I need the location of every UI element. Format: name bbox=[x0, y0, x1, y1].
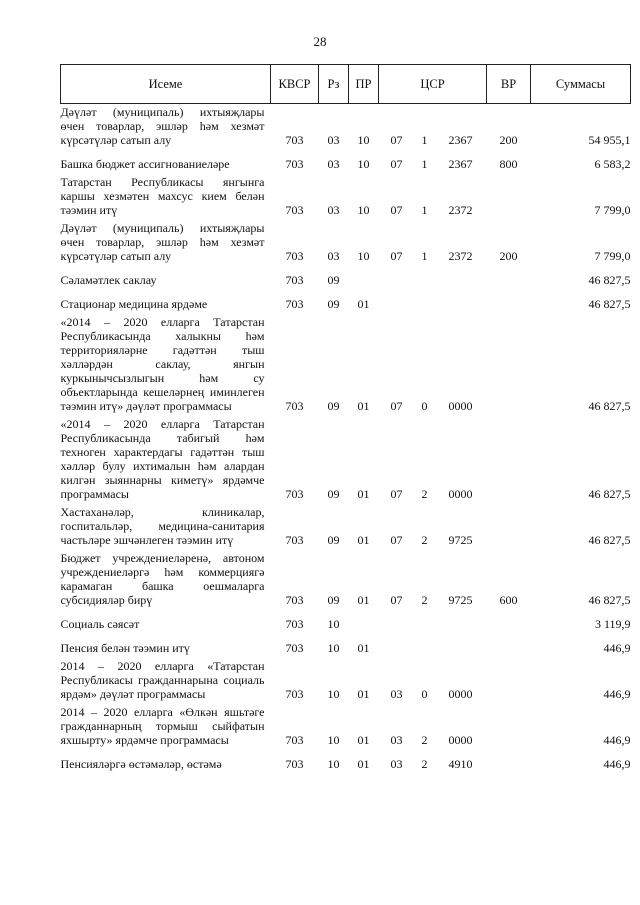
cell-c3: 4910 bbox=[448, 757, 473, 771]
cell-kvsr: 703 bbox=[285, 157, 304, 171]
cell-name: 2014 – 2020 елларга «Өлкән яшьтәге гражданнарның тормыш сыйфатын яхшырту» ярдәмче программасы bbox=[60, 705, 265, 747]
table-row bbox=[61, 290, 631, 314]
table-row bbox=[61, 634, 631, 658]
table-row bbox=[61, 704, 631, 750]
cell-pr: 01 bbox=[357, 399, 370, 413]
cell-kvsr: 703 bbox=[285, 273, 304, 287]
cell-kvsr: 703 bbox=[285, 641, 304, 655]
cell-c2: 2 bbox=[421, 533, 428, 547]
cell-c1: 07 bbox=[390, 593, 403, 607]
cell-sum: 446,9 bbox=[603, 733, 631, 747]
cell-c3: 0000 bbox=[448, 733, 473, 747]
cell-c2: 2 bbox=[421, 733, 428, 747]
cell-name: Татарстан Республикасы янгынга каршы хезмәтен махсус кием белән тәэмин итү bbox=[60, 175, 265, 217]
cell-vr bbox=[487, 314, 531, 416]
cell-c2: 1 bbox=[421, 249, 428, 263]
cell-pr: 01 bbox=[357, 533, 370, 547]
cell-pr: 10 bbox=[357, 203, 370, 217]
cell-rz: 03 bbox=[327, 249, 340, 263]
cell-c2: 0 bbox=[421, 687, 428, 701]
cell-kvsr: 703 bbox=[285, 249, 304, 263]
cell-c3: 2372 bbox=[448, 249, 473, 263]
cell-vr bbox=[487, 634, 531, 658]
table-row bbox=[61, 504, 631, 550]
table-row bbox=[61, 750, 631, 774]
cell-c1: 07 bbox=[390, 203, 403, 217]
cell-c1: 03 bbox=[390, 757, 403, 771]
cell-rz: 09 bbox=[327, 593, 340, 607]
cell-vr bbox=[487, 750, 531, 774]
cell-sum: 46 827,5 bbox=[588, 297, 631, 311]
cell-pr bbox=[349, 610, 379, 634]
budget-table bbox=[60, 64, 631, 774]
cell-rz: 09 bbox=[327, 297, 340, 311]
cell-kvsr: 703 bbox=[285, 593, 304, 607]
cell-c3 bbox=[435, 610, 487, 634]
cell-c3: 0000 bbox=[448, 399, 473, 413]
cell-sum: 7 799,0 bbox=[594, 203, 631, 217]
cell-rz: 09 bbox=[327, 533, 340, 547]
cell-c1 bbox=[379, 634, 415, 658]
cell-name: Дәүләт (муниципаль) ихтыяҗлары өчен товарлар, эшләр һәм хезмәт күрсәтүләр сатып алу bbox=[60, 105, 265, 147]
cell-pr: 01 bbox=[357, 687, 370, 701]
table-row bbox=[61, 314, 631, 416]
cell-c1: 03 bbox=[390, 687, 403, 701]
cell-rz: 10 bbox=[327, 733, 340, 747]
table-row bbox=[61, 416, 631, 504]
cell-kvsr: 703 bbox=[285, 297, 304, 311]
cell-kvsr: 703 bbox=[285, 399, 304, 413]
table-row bbox=[61, 220, 631, 266]
cell-pr: 10 bbox=[357, 249, 370, 263]
cell-name: «2014 – 2020 елларга Татарстан Республикасында халыкны һәм территорияләрне гадәттән тыш хәлләрдән саклау, янгын куркынычсызлыгын һәм су объектларында кешеләрнең иминлеген тәэмин итү» дәүләт программасы bbox=[60, 315, 265, 413]
cell-rz: 10 bbox=[327, 687, 340, 701]
cell-kvsr: 703 bbox=[285, 133, 304, 147]
cell-name: Сәламәтлек саклау bbox=[60, 273, 157, 287]
cell-c3 bbox=[435, 290, 487, 314]
cell-c2 bbox=[415, 634, 435, 658]
cell-kvsr: 703 bbox=[285, 733, 304, 747]
cell-vr: 200 bbox=[499, 133, 518, 147]
cell-c3: 0000 bbox=[448, 487, 473, 501]
cell-c2: 2 bbox=[421, 757, 428, 771]
cell-c2 bbox=[415, 610, 435, 634]
cell-c1: 07 bbox=[390, 533, 403, 547]
header-sum: Суммасы bbox=[531, 65, 631, 104]
table-row bbox=[61, 266, 631, 290]
cell-c2: 0 bbox=[421, 399, 428, 413]
table-row bbox=[61, 658, 631, 704]
cell-pr: 01 bbox=[357, 487, 370, 501]
cell-name: Стационар медицина ярдәме bbox=[60, 297, 208, 311]
page-number: 28 bbox=[313, 34, 327, 49]
cell-rz: 09 bbox=[327, 273, 340, 287]
cell-vr bbox=[487, 504, 531, 550]
cell-kvsr: 703 bbox=[285, 617, 304, 631]
cell-pr: 01 bbox=[357, 757, 370, 771]
cell-c1: 07 bbox=[390, 487, 403, 501]
cell-name: Пенсияләргә өстәмәләр, өстәмә bbox=[60, 757, 222, 771]
cell-pr: 01 bbox=[357, 641, 370, 655]
cell-c1 bbox=[379, 290, 415, 314]
cell-pr: 01 bbox=[357, 593, 370, 607]
cell-vr bbox=[487, 416, 531, 504]
cell-c3 bbox=[435, 634, 487, 658]
cell-c3 bbox=[435, 266, 487, 290]
cell-vr bbox=[487, 610, 531, 634]
cell-sum: 446,9 bbox=[603, 757, 631, 771]
cell-c1: 07 bbox=[390, 249, 403, 263]
cell-c3: 2372 bbox=[448, 203, 473, 217]
cell-sum: 46 827,5 bbox=[588, 593, 631, 607]
table-row bbox=[61, 174, 631, 220]
cell-sum: 6 583,2 bbox=[594, 157, 631, 171]
cell-sum: 3 119,9 bbox=[594, 617, 631, 631]
cell-c2: 1 bbox=[421, 133, 428, 147]
cell-sum: 446,9 bbox=[603, 687, 631, 701]
cell-c2: 2 bbox=[421, 593, 428, 607]
header-name: Исеме bbox=[61, 65, 271, 104]
cell-pr bbox=[349, 266, 379, 290]
cell-name: Пенсия белән тәэмин итү bbox=[60, 641, 190, 655]
header-vr: ВР bbox=[487, 65, 531, 104]
cell-c3: 2367 bbox=[448, 133, 473, 147]
cell-c1: 03 bbox=[390, 733, 403, 747]
cell-c2 bbox=[415, 266, 435, 290]
cell-name: 2014 – 2020 елларга «Татарстан Республикасы гражданнарына социаль ярдәм» дәүләт программасы bbox=[60, 659, 265, 701]
cell-vr bbox=[487, 704, 531, 750]
cell-sum: 46 827,5 bbox=[588, 399, 631, 413]
cell-rz: 03 bbox=[327, 157, 340, 171]
cell-sum: 46 827,5 bbox=[588, 487, 631, 501]
table-row bbox=[61, 150, 631, 174]
table-row bbox=[61, 610, 631, 634]
cell-c3: 9725 bbox=[448, 533, 473, 547]
cell-pr: 10 bbox=[357, 133, 370, 147]
cell-kvsr: 703 bbox=[285, 757, 304, 771]
cell-pr: 10 bbox=[357, 157, 370, 171]
header-pr: ПР bbox=[349, 65, 379, 104]
cell-rz: 10 bbox=[327, 641, 340, 655]
header-kvsr: КВСР bbox=[271, 65, 319, 104]
cell-name: Дәүләт (муниципаль) ихтыяҗлары өчен товарлар, эшләр һәм хезмәт күрсәтүләр сатып алу bbox=[60, 221, 265, 263]
cell-rz: 10 bbox=[327, 617, 340, 631]
cell-sum: 46 827,5 bbox=[588, 533, 631, 547]
cell-sum: 7 799,0 bbox=[594, 249, 631, 263]
header-row bbox=[61, 65, 631, 104]
cell-vr bbox=[487, 266, 531, 290]
cell-rz: 09 bbox=[327, 399, 340, 413]
cell-c1 bbox=[379, 610, 415, 634]
header-rz: Рз bbox=[319, 65, 349, 104]
cell-c1: 07 bbox=[390, 157, 403, 171]
cell-rz: 10 bbox=[327, 757, 340, 771]
cell-rz: 09 bbox=[327, 487, 340, 501]
cell-c1: 07 bbox=[390, 399, 403, 413]
cell-vr: 600 bbox=[499, 593, 518, 607]
cell-name: Хастаханәләр, клиникалар, госпитальләр, медицина-санитария частьләре эшчәнлеген тәэмин итү bbox=[60, 505, 265, 547]
cell-vr bbox=[487, 290, 531, 314]
cell-sum: 54 955,1 bbox=[588, 133, 631, 147]
table-row bbox=[61, 550, 631, 610]
cell-vr bbox=[487, 658, 531, 704]
cell-name: Социаль сәясәт bbox=[60, 617, 140, 631]
cell-kvsr: 703 bbox=[285, 687, 304, 701]
cell-c1 bbox=[379, 266, 415, 290]
cell-c2 bbox=[415, 290, 435, 314]
cell-vr: 800 bbox=[499, 157, 518, 171]
cell-sum: 446,9 bbox=[603, 641, 631, 655]
cell-kvsr: 703 bbox=[285, 533, 304, 547]
cell-rz: 03 bbox=[327, 133, 340, 147]
cell-c2: 1 bbox=[421, 203, 428, 217]
cell-c2: 2 bbox=[421, 487, 428, 501]
cell-name: Башка бюджет ассигнованиеләре bbox=[60, 157, 230, 171]
cell-c3: 9725 bbox=[448, 593, 473, 607]
cell-c3: 0000 bbox=[448, 687, 473, 701]
table-row bbox=[61, 104, 631, 151]
cell-vr bbox=[487, 174, 531, 220]
cell-pr: 01 bbox=[357, 297, 370, 311]
cell-kvsr: 703 bbox=[285, 203, 304, 217]
cell-pr: 01 bbox=[357, 733, 370, 747]
cell-c1: 07 bbox=[390, 133, 403, 147]
cell-name: Бюджет учреждениеләренә, автоном учреждениеләргә һәм коммерциягә карамаган башка оешмаларга субсидияләр бирү bbox=[60, 551, 265, 607]
cell-kvsr: 703 bbox=[285, 487, 304, 501]
cell-sum: 46 827,5 bbox=[588, 273, 631, 287]
header-csr: ЦСР bbox=[379, 65, 487, 104]
cell-rz: 03 bbox=[327, 203, 340, 217]
cell-c3: 2367 bbox=[448, 157, 473, 171]
cell-vr: 200 bbox=[499, 249, 518, 263]
cell-name: «2014 – 2020 елларга Татарстан Республикасында табигый һәм техноген характердагы гадәттән тыш хәлләр булу ихтималын һәм алардан килгән зыяннарны киметү» ярдәмче программасы bbox=[60, 417, 265, 501]
cell-c2: 1 bbox=[421, 157, 428, 171]
